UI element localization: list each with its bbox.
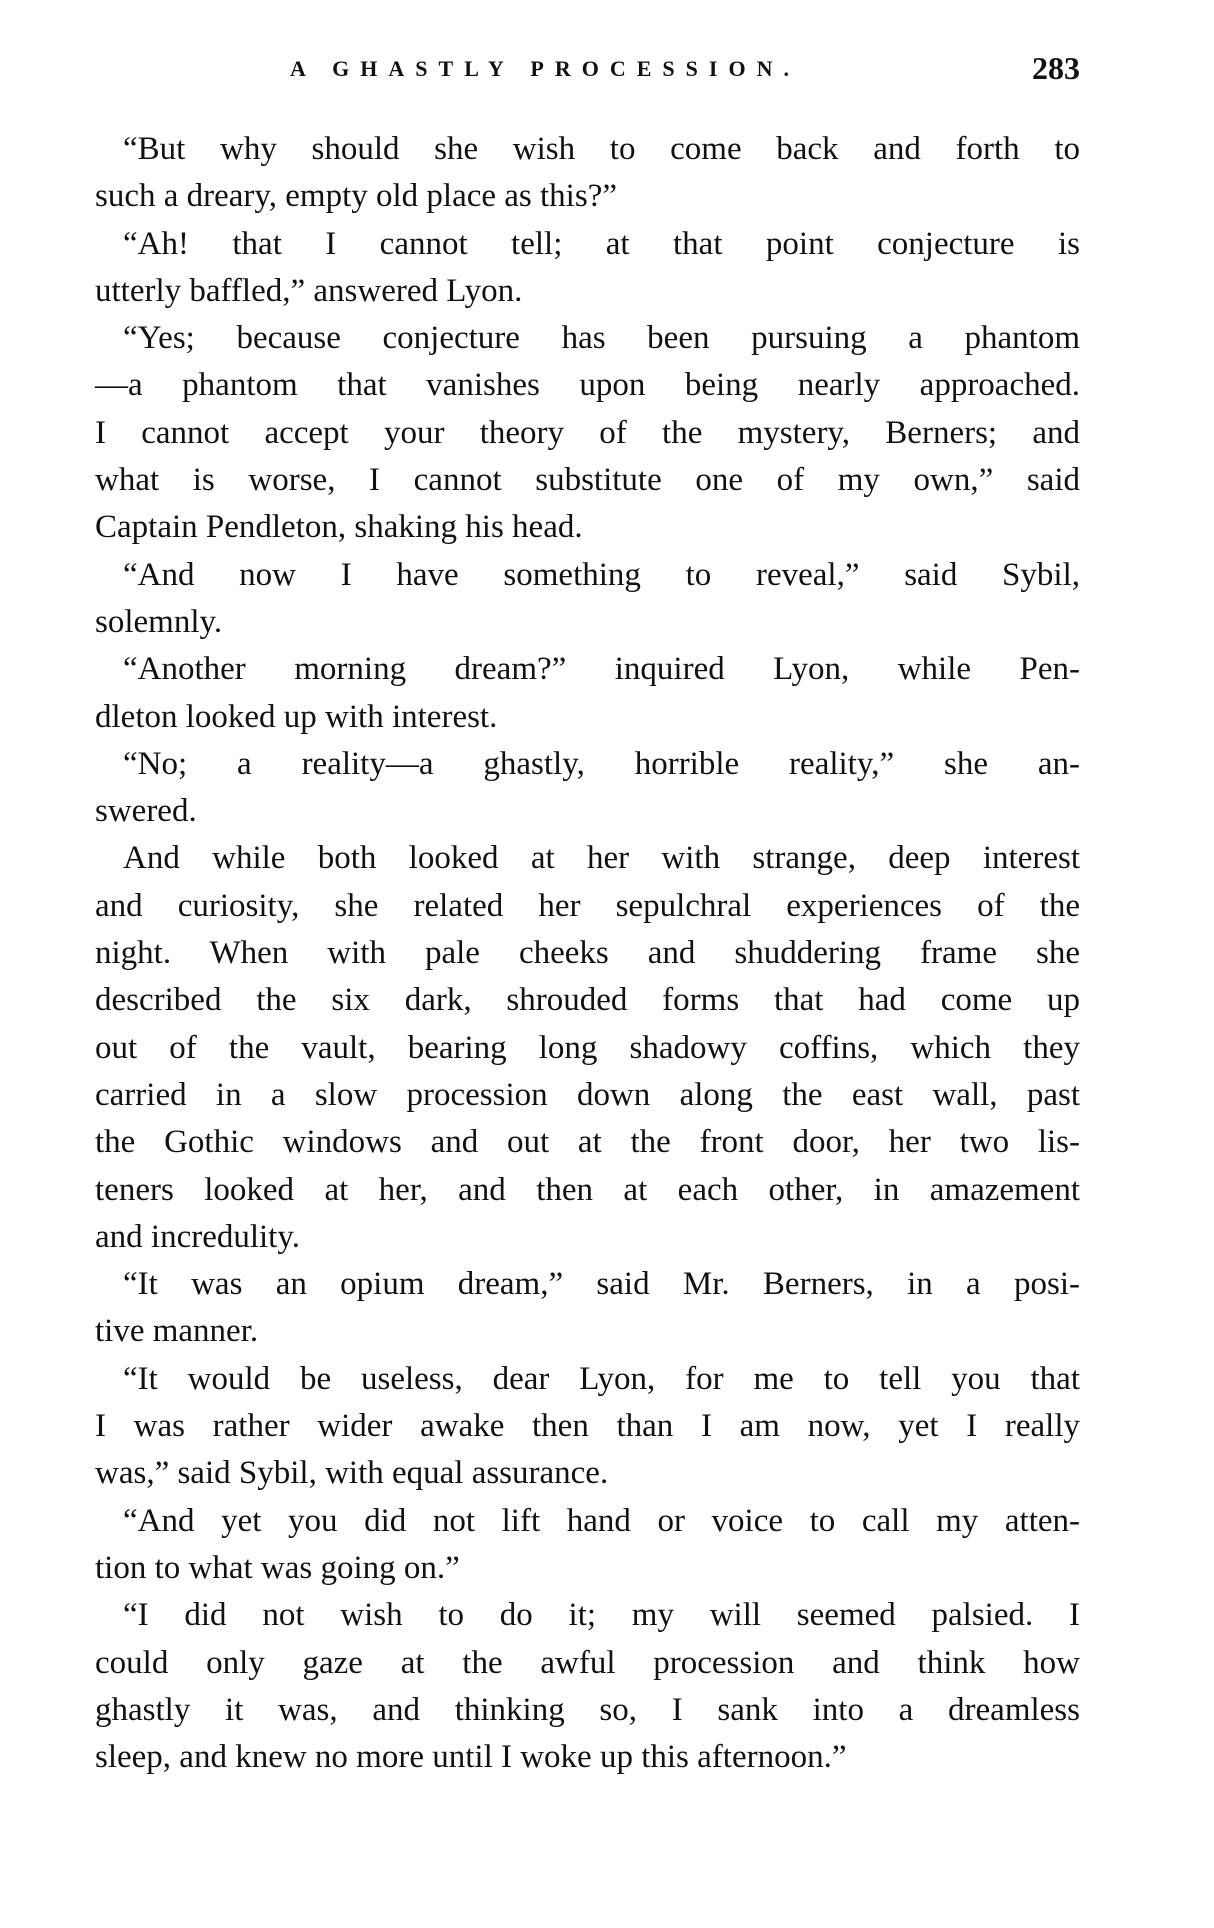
text-line: “And now I have something to reveal,” said Sybil, xyxy=(123,556,1080,593)
text-line: “Ah! that I cannot tell; at that point conjecture is xyxy=(123,225,1080,262)
text-line: solemnly. xyxy=(95,603,223,640)
text-line: “No; a reality—a ghastly, horrible reality,” she an- xyxy=(123,745,1080,782)
text-line: “But why should she wish to come back and forth to xyxy=(123,131,1080,167)
text-line: could only gaze at the awful procession and think how xyxy=(95,1644,1080,1681)
running-title: A GHASTLY PROCESSION. xyxy=(290,56,800,81)
text-line: I was rather wider awake then than I am now, yet I really xyxy=(95,1408,1080,1445)
text-line: out of the vault, bearing long shadowy coffins, which they xyxy=(95,1029,1080,1066)
text-line: And while both looked at her with strange, deep interest xyxy=(123,840,1080,877)
text-line: sleep, and knew no more until I woke up this afternoon.” xyxy=(95,1739,847,1776)
text-line: dleton looked up with interest. xyxy=(95,698,498,735)
text-line: utterly baffled,” answered Lyon. xyxy=(95,272,523,309)
text-line: what is worse, I cannot substitute one of my own,” said xyxy=(95,462,1080,499)
text-line: “I did not wish to do it; my will seemed palsied. I xyxy=(123,1597,1080,1634)
text-line: ghastly it was, and thinking so, I sank into a dreamless xyxy=(95,1691,1080,1728)
text-line: swered. xyxy=(95,793,197,830)
text-line: tive manner. xyxy=(95,1313,259,1350)
text-line: carried in a slow procession down along the east wall, past xyxy=(95,1076,1080,1113)
text-line: “It was an opium dream,” said Mr. Berners, in a posi- xyxy=(123,1266,1080,1303)
text-line: and incredulity. xyxy=(95,1218,300,1255)
text-line: —a phantom that vanishes upon being nearly approached. xyxy=(95,367,1080,404)
text-line: “Yes; because conjecture has been pursuing a phantom xyxy=(123,320,1080,357)
text-line: tion to what was going on.” xyxy=(95,1549,460,1586)
running-header xyxy=(290,50,1090,90)
page-number: 283 xyxy=(1032,50,1080,86)
text-line: “And yet you did not lift hand or voice to call my atten- xyxy=(123,1502,1080,1539)
text-line: night. When with pale cheeks and shuddering frame she xyxy=(95,935,1080,972)
text-line: “Another morning dream?” inquired Lyon, while Pen- xyxy=(123,651,1080,688)
page-body-text xyxy=(95,126,1080,1781)
text-line: was,” said Sybil, with equal assurance. xyxy=(95,1455,609,1492)
text-line: I cannot accept your theory of the mystery, Berners; and xyxy=(95,414,1080,451)
text-line: Captain Pendleton, shaking his head. xyxy=(95,509,583,546)
text-line: teners looked at her, and then at each other, in amazement xyxy=(95,1171,1080,1208)
text-line: described the six dark, shrouded forms that had come up xyxy=(95,982,1080,1019)
text-line: the Gothic windows and out at the front door, her two lis- xyxy=(95,1124,1080,1161)
text-line: and curiosity, she related her sepulchral experiences of the xyxy=(95,887,1080,924)
text-line: “It would be useless, dear Lyon, for me to tell you that xyxy=(123,1360,1080,1397)
text-line: such a dreary, empty old place as this?” xyxy=(95,178,617,215)
